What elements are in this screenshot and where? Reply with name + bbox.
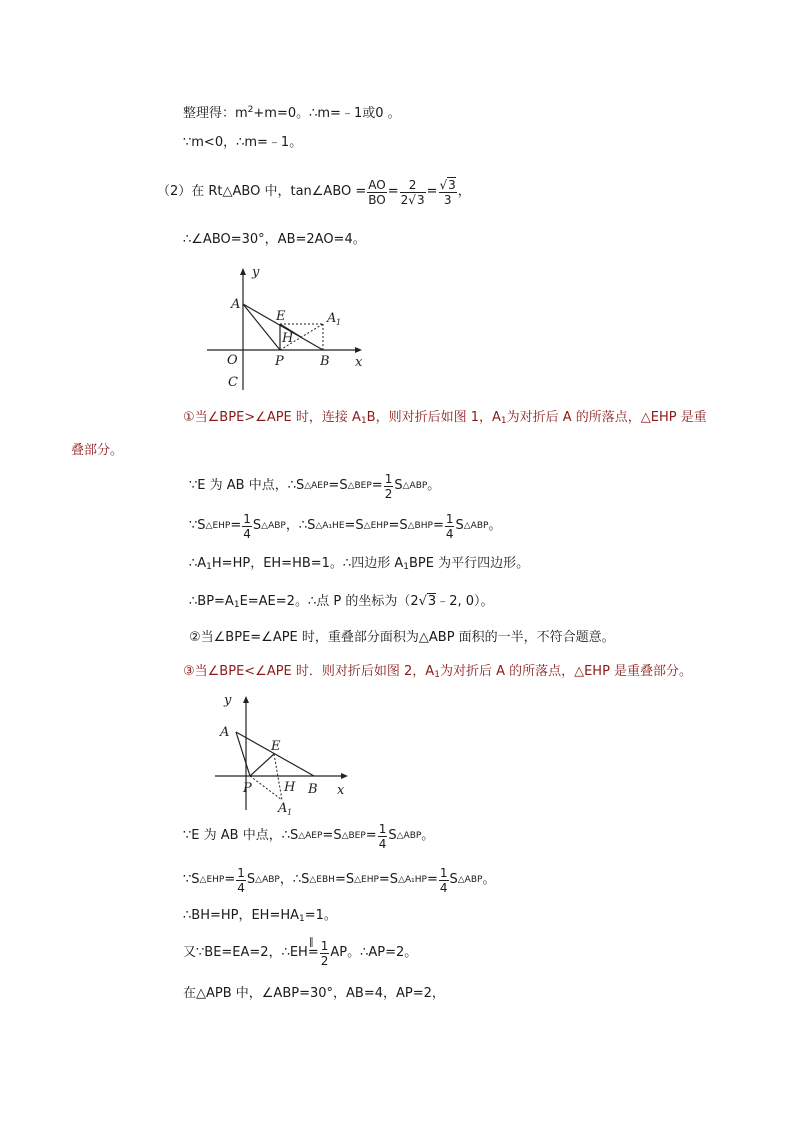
label-h: H <box>282 331 294 346</box>
fraction-ao-bo: $\frac{AO}{BO}$ <box>368 177 386 207</box>
case-1-line-3: ∵S △EHP = $\frac{1}{4}$ S △ABP ，∴S △A₁HE =S △EHP =S △BHP = $\frac{1}{4}$ S △ABP 。 <box>189 511 502 541</box>
parallel-equal-sign: ∥ = <box>307 937 319 960</box>
label-e: E <box>276 309 286 324</box>
fraction-quarter: $\frac{1}{4}$ <box>378 821 387 851</box>
label-o: O <box>227 353 238 368</box>
fraction-quarter-2: $\frac{1}{4}$ <box>439 865 448 895</box>
label-a: A <box>231 297 241 312</box>
label-x: x <box>337 783 345 798</box>
segment-pe <box>250 754 274 776</box>
label-p: P <box>275 354 284 369</box>
segment-pa1 <box>250 776 282 800</box>
case-3-line-5: 又∵BE=EA=2，∴EH ∥ = $\frac{1}{2}$ AP。∴AP=2。 <box>183 937 418 968</box>
x-arrow <box>341 773 348 779</box>
case-3-line-3: ∵S △EHP = $\frac{1}{4}$ S △ABP ，∴S △EBH =S △EHP =S △A₁HP = $\frac{1}{4}$ S △ABP 。 <box>183 865 496 895</box>
label-p: P <box>243 781 252 796</box>
text: 整理得：m <box>183 106 248 121</box>
label-y: y <box>224 693 232 708</box>
segment-ea1 <box>274 754 282 800</box>
segment-ap <box>243 304 280 350</box>
x-arrow <box>355 347 362 353</box>
fraction-2-over-2root3: $\frac{2}{2√3}$ <box>400 177 425 207</box>
fraction-half: $\frac{1}{2}$ <box>384 471 393 501</box>
label-a1-sub: 1 <box>336 318 342 327</box>
fraction-root3-over-3: $\frac{√3}{3}$ <box>439 177 456 207</box>
label-a1-sub: 1 <box>287 808 293 817</box>
case-3-line-4: ∴BH=HP，$EH=HA_1=1$。 <box>183 908 337 924</box>
label-y: y <box>252 265 260 280</box>
fraction-quarter: $\frac{1}{4}$ <box>243 511 251 541</box>
fraction-quarter-2: $\frac{1}{4}$ <box>445 511 454 541</box>
label-a: A <box>220 725 230 740</box>
case-2: ②当∠BPE=∠APE 时，重叠部分面积为△ABP 面积的一半，不符合题意。 <box>189 630 615 645</box>
label-a1: A <box>278 801 288 816</box>
case-1-line-5: $\therefore BP=A_1E=AE=2$。∴点 P 的坐标为（2√3﹣2, 0）。 <box>189 594 494 610</box>
text: +m=0。∴m=﹣1或0 。 <box>253 106 401 121</box>
y-arrow <box>240 268 246 275</box>
case-3-heading: ③当∠BPE<∠APE 时．则对折后如图 2，$A_1$为对折后 A 的所落点，△EHP 是重叠部分。 <box>183 664 693 680</box>
label-a1: A <box>327 311 337 326</box>
figure-2 <box>210 690 360 818</box>
label-x: x <box>355 355 363 370</box>
label-b: B <box>308 782 318 797</box>
line-simplify: 整理得：$m^2+m=0$。∴m=﹣1或0 。 <box>183 105 401 121</box>
case-1-heading-cont: 叠部分。 <box>71 443 124 458</box>
label-b: B <box>320 354 330 369</box>
case-1-heading: ①当∠BPE>∠APE 时，连接 $A_1B$，则对折后如图 1，$A_1$为对折后 A 的所落点，△EHP 是重 <box>183 410 707 426</box>
label-h: H <box>284 780 296 795</box>
label-e: E <box>271 739 281 754</box>
fraction-quarter: $\frac{1}{4}$ <box>237 865 245 895</box>
case-1-line-2: ∵E 为 AB 中点，∴S △AEP =S △BEP = $\frac{1}{2}$ S △ABP 。 <box>189 471 441 501</box>
case-3-line-6: 在△APB 中，∠ABP=30°，AB=4，AP=2， <box>183 986 445 1001</box>
figure-1 <box>205 262 375 392</box>
line-tan: （2）在 Rt△ABO 中，tan∠ABO = $\frac{AO}{BO}$ = $\frac{2}{2√3}$ = $\frac{√3}{3}$ ， <box>157 177 471 207</box>
case-3-line-2: ∵E 为 AB 中点，∴S △AEP =S △BEP = $\frac{1}{4}$ S △ABP 。 <box>183 821 435 851</box>
y-arrow <box>243 696 249 703</box>
line-conclusion-m: ∵m<0，∴m=﹣1。 <box>183 135 303 150</box>
case-1-line-4: $\therefore A_1H=HP$，EH=HB=1。∴四边形 $A_1BPE$ 为平行四边形。 <box>189 556 530 572</box>
label-c: C <box>228 375 238 390</box>
fraction-half: $\frac{1}{2}$ <box>320 938 329 968</box>
line-angle: ∴∠ABO=30°，AB=2AO=4。 <box>183 232 366 247</box>
